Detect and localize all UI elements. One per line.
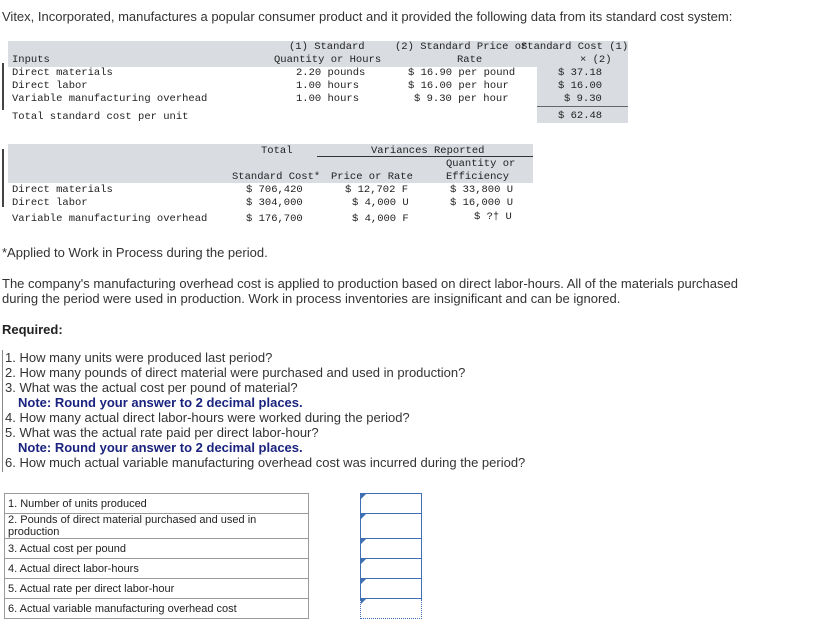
answer-label: 2. Pounds of direct material purchased and used in production <box>5 514 309 539</box>
pounds-material-input[interactable] <box>361 517 425 536</box>
flag-icon <box>361 514 366 519</box>
answer-row <box>5 514 422 539</box>
qty-direct-labor: 1.00 hours <box>296 80 360 92</box>
std-cost-header: Standard Cost* <box>232 171 321 183</box>
questions-divider <box>2 350 3 472</box>
answer-label: 6. Actual variable manufacturing overhead cost <box>5 599 309 619</box>
left-divider <box>2 63 4 110</box>
answer-label: 5. Actual rate per direct labor-hour <box>5 579 309 599</box>
answer-row <box>5 559 422 579</box>
col2-header-line2: Rate <box>457 54 483 66</box>
qty-header-line1: Quantity or <box>446 158 516 170</box>
qty-direct-materials: 2.20 pounds <box>296 67 366 79</box>
rate-variable-overhead: $ 9.30 per hour <box>414 93 509 105</box>
cost-direct-labor: $ 16.00 <box>558 80 603 92</box>
flag-icon <box>361 599 366 604</box>
col1-header-line2: Quantity or Hours <box>274 54 382 66</box>
answer-cell <box>361 559 422 579</box>
answer-table <box>4 493 422 619</box>
var-std-direct-materials: $ 706,420 <box>246 184 303 196</box>
answer-cell <box>361 494 422 514</box>
col3-header-line2: × (2) <box>580 54 612 66</box>
question-2: 2. How many pounds of direct material were purchased and used in production? <box>5 365 466 380</box>
flag-icon <box>361 579 366 584</box>
cost-direct-materials: $ 37.18 <box>558 67 603 79</box>
var-qty-direct-labor: $ 16,000 U <box>450 197 514 209</box>
qty-header-line2: Efficiency <box>446 171 510 183</box>
question-1: 1. How many units were produced last period? <box>5 350 273 365</box>
var-price-direct-materials: $ 12,702 F <box>345 184 409 196</box>
units-produced-input[interactable] <box>361 494 425 513</box>
question-4: 4. How many actual direct labor-hours were worked during the period? <box>5 410 410 425</box>
flag-icon <box>361 494 366 499</box>
paragraph-line1: The company's manufacturing overhead cost is applied to production based on direct labor-hours. All of the materials purchased <box>2 276 738 291</box>
answer-row <box>5 599 422 619</box>
answer-cell <box>361 539 422 559</box>
cost-variable-overhead: $ 9.30 <box>564 93 602 105</box>
var-price-direct-labor: $ 4,000 U <box>352 197 409 209</box>
intro-text: Vitex, Incorporated, manufactures a popular consumer product and it provided the following data from its standard cost system: <box>2 9 733 24</box>
rate-direct-materials: $ 16.90 per pound <box>408 67 516 79</box>
answer-label: 3. Actual cost per pound <box>5 539 309 559</box>
answer-label: 1. Number of units produced <box>5 494 309 514</box>
note-q5: Note: Round your answer to 2 decimal places. <box>18 440 303 455</box>
var-label-direct-materials: Direct materials <box>12 184 113 196</box>
col2-header-line1: (2) Standard Price or <box>395 41 528 53</box>
answer-cell <box>361 514 422 539</box>
footnote: *Applied to Work in Process during the period. <box>2 245 268 260</box>
labor-rate-input[interactable] <box>361 579 425 598</box>
col3-header-line1: Standard Cost (1) <box>521 41 629 53</box>
row-label-direct-materials: Direct materials <box>12 67 113 79</box>
var-price-variable-overhead: $ 4,000 F <box>352 213 409 225</box>
row-label-direct-labor: Direct labor <box>12 80 88 92</box>
var-std-direct-labor: $ 304,000 <box>246 197 303 209</box>
price-header: Price or Rate <box>331 171 413 183</box>
qty-variable-overhead: 1.00 hours <box>296 93 360 105</box>
overhead-cost-input[interactable] <box>361 599 425 618</box>
var-left-divider <box>2 149 4 207</box>
inputs-label: Inputs <box>12 54 50 66</box>
answer-row <box>5 539 422 559</box>
var-label-direct-labor: Direct labor <box>12 197 88 209</box>
col1-header-line1: (1) Standard <box>289 41 365 53</box>
rate-direct-labor: $ 16.00 per hour <box>408 80 509 92</box>
question-6: 6. How much actual variable manufacturing overhead cost was incurred during the period? <box>5 455 526 470</box>
total-label: Total standard cost per unit <box>12 111 189 123</box>
required-label: Required: <box>2 322 63 337</box>
var-qty-direct-materials: $ 33,800 U <box>450 184 514 196</box>
row-label-variable-overhead: Variable manufacturing overhead <box>12 93 208 105</box>
note-q3: Note: Round your answer to 2 decimal places. <box>18 395 303 410</box>
answer-cell <box>361 579 422 599</box>
labor-hours-input[interactable] <box>361 559 425 578</box>
paragraph-line2: during the period were used in production. Work in process inventories are insignificant and can be ignored. <box>2 291 621 306</box>
question-3: 3. What was the actual cost per pound of material? <box>5 380 298 395</box>
answer-row <box>5 494 422 514</box>
var-std-variable-overhead: $ 176,700 <box>246 213 303 225</box>
answer-row <box>5 579 422 599</box>
total-header: Total <box>261 145 293 157</box>
flag-icon <box>361 559 366 564</box>
total-rule <box>537 106 628 107</box>
flag-icon <box>361 539 366 544</box>
total-value: $ 62.48 <box>558 110 603 122</box>
variances-header: Variances Reported <box>371 145 485 157</box>
question-5: 5. What was the actual rate paid per direct labor-hour? <box>5 425 319 440</box>
answer-label: 4. Actual direct labor-hours <box>5 559 309 579</box>
answer-cell <box>361 599 422 619</box>
cost-per-pound-input[interactable] <box>361 539 425 558</box>
var-label-variable-overhead: Variable manufacturing overhead <box>12 213 208 225</box>
var-qty-variable-overhead: $ ?† U <box>474 211 512 223</box>
